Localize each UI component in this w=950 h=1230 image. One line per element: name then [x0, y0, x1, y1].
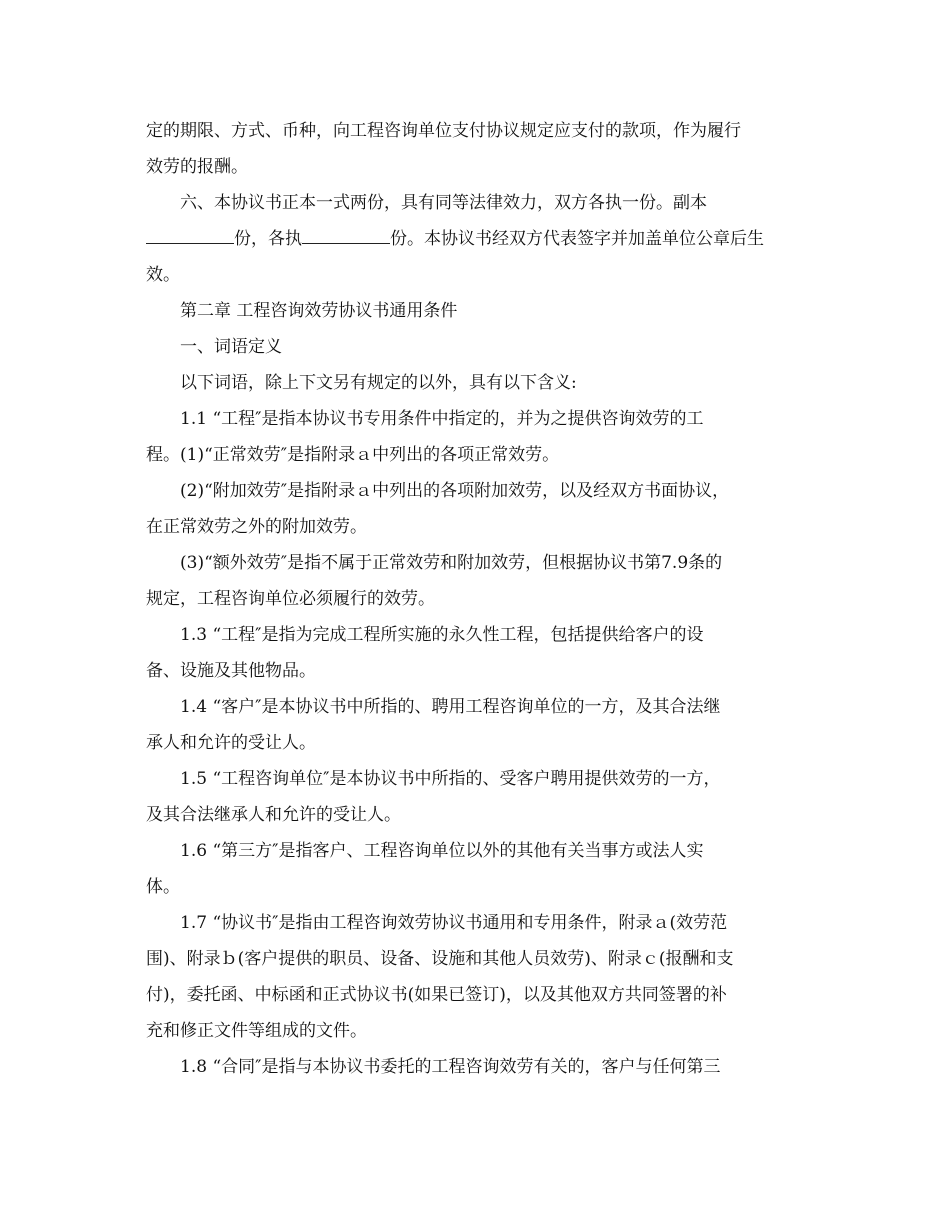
text-line: 1.7 “协议书″是指由工程咨询效劳协议书通用和专用条件，附录ａ(效劳范: [146, 913, 728, 933]
text-line: (2)“附加效劳″是指附录ａ中列出的各项附加效劳，以及经双方书面协议，: [146, 481, 730, 501]
section-heading: 一、词语定义: [146, 337, 282, 357]
text-line: 1.5 “工程咨询单位″是本协议书中所指的、受客户聘用提供效劳的一方，: [146, 769, 721, 789]
text-line: 承人和允许的受让人。: [146, 733, 316, 753]
text-line: 体。: [146, 877, 180, 897]
text-line: 规定，工程咨询单位必须履行的效劳。: [146, 589, 435, 609]
text-line: 1.1 “工程″是指本协议书专用条件中指定的，并为之提供咨询效劳的工: [146, 409, 704, 429]
text-line: 效。: [146, 265, 180, 285]
text-line: 程。(1)“正常效劳″是指附录ａ中列出的各项正常效劳。: [146, 445, 560, 465]
text-line: 以下词语，除上下文另有规定的以外，具有以下含义:: [146, 373, 577, 393]
fill-in-blank: [302, 221, 390, 244]
text-line: 围)、附录ｂ(客户提供的职员、设备、设施和其他人员效劳)、附录ｃ(报酬和支: [146, 949, 734, 969]
text-fragment: 份。本协议书经双方代表签字并加盖单位公章后生: [390, 229, 764, 249]
text-line: 备、设施及其他物品。: [146, 661, 316, 681]
text-line: 付)，委托函、中标函和正式协议书(如果已签订)，以及其他双方共同签署的补: [146, 985, 727, 1005]
text-line: 定的期限、方式、币种，向工程咨询单位支付协议规定应支付的款项，作为履行: [146, 121, 741, 141]
text-line: 1.4 “客户″是本协议书中所指的、聘用工程咨询单位的一方，及其合法继: [146, 697, 721, 717]
text-line: 1.6 “第三方″是指客户、工程咨询单位以外的其他有关当事方或法人实: [146, 841, 704, 861]
text-line: 效劳的报酬。: [146, 157, 248, 177]
text-line: 在正常效劳之外的附加效劳。: [146, 517, 367, 537]
text-line: 1.8 “合同″是指与本协议书委托的工程咨询效劳有关的，客户与任何第三: [146, 1057, 721, 1077]
text-fragment: 份，各执: [234, 229, 302, 249]
text-line: 六、本协议书正本一式两份，具有同等法律效力，双方各执一份。副本: [146, 193, 707, 213]
document-body: [146, 113, 808, 1085]
text-line-with-blanks: [146, 221, 808, 257]
text-line: 及其合法继承人和允许的受让人。: [146, 805, 401, 825]
text-line: 充和修正文件等组成的文件。: [146, 1021, 367, 1041]
fill-in-blank: [146, 221, 234, 244]
chapter-heading: 第二章 工程咨询效劳协议书通用条件: [146, 301, 458, 321]
text-line: 1.3 “工程″是指为完成工程所实施的永久性工程，包括提供给客户的设: [146, 625, 704, 645]
text-line: (3)“额外效劳″是指不属于正常效劳和附加效劳，但根据协议书第7.9条的: [146, 553, 723, 573]
